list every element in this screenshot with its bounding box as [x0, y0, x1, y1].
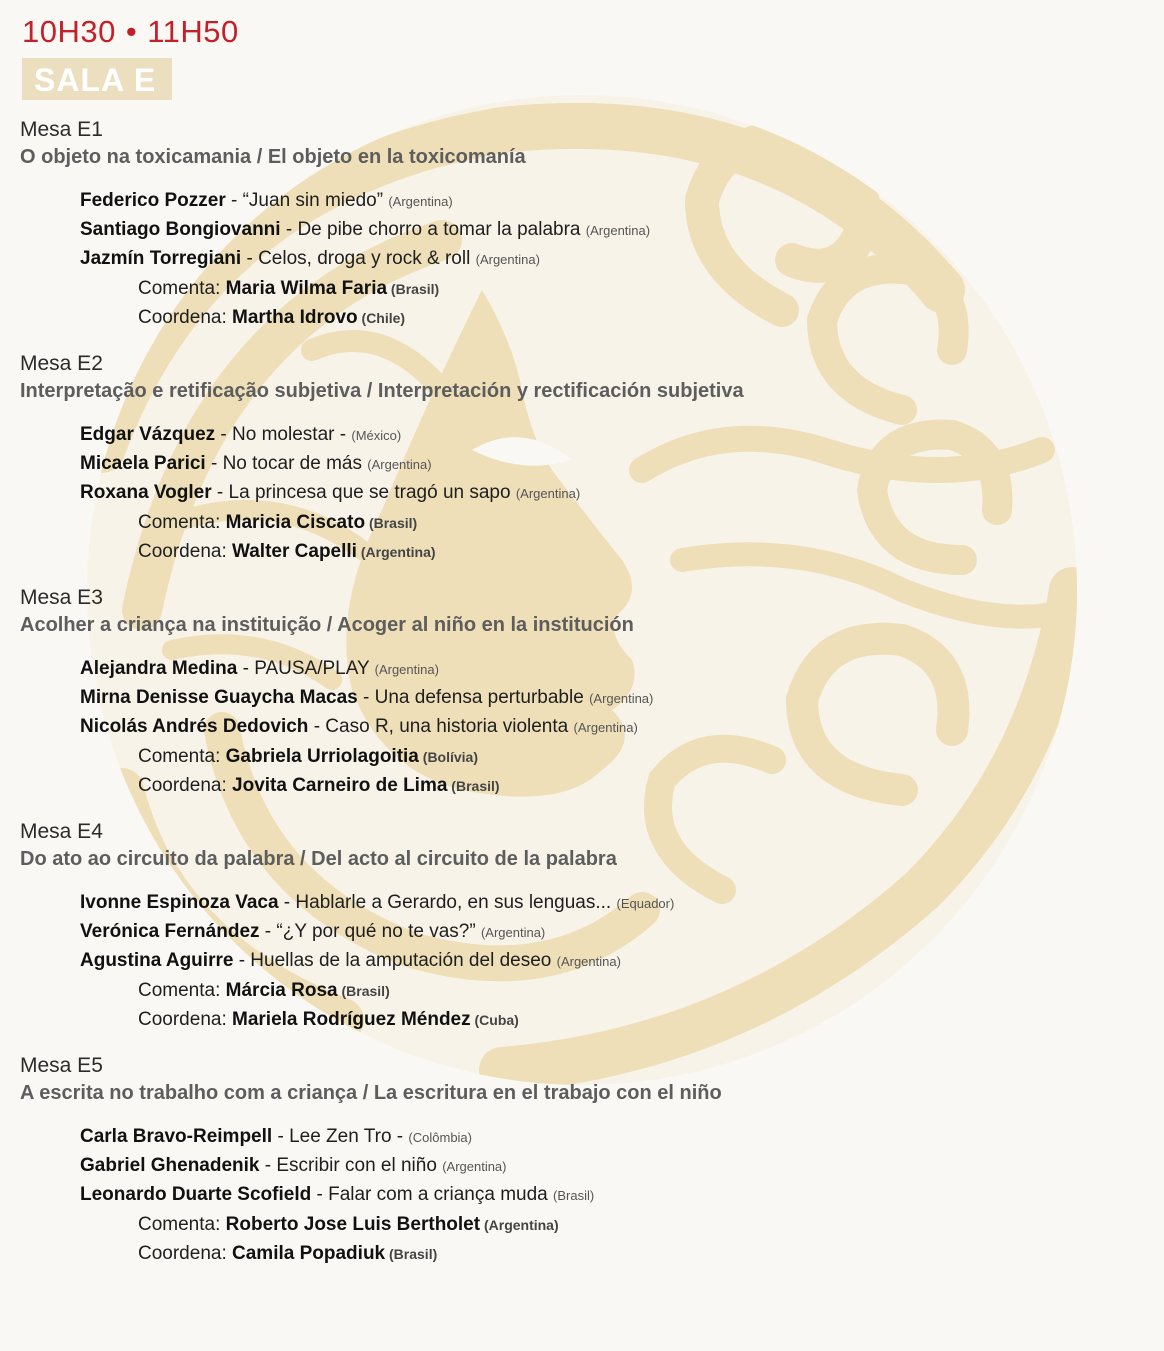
mesa-label: Mesa E2	[20, 352, 103, 375]
presenter-name: Edgar Vázquez	[80, 424, 216, 445]
presenter-country: (Argentina)	[388, 194, 453, 209]
coordena-label: Coordena:	[138, 1243, 233, 1264]
presentation-row	[80, 658, 439, 680]
time-end: 11H50	[147, 14, 239, 49]
presenter-name: Federico Pozzer	[80, 190, 226, 211]
presenter-name: Ivonne Espinoza Vaca	[80, 892, 279, 913]
comenta-name: Gabriela Urriolagoitia	[225, 746, 419, 767]
room-label: SALA E	[22, 58, 172, 100]
comenta-country: (Brasil)	[387, 281, 440, 297]
presenter-name: Leonardo Duarte Scofield	[80, 1184, 312, 1205]
comenta-country: (Brasil)	[365, 515, 418, 531]
presenter-name: Agustina Aguirre	[80, 950, 234, 971]
presentation-row	[80, 1155, 507, 1177]
coordena-name: Jovita Carneiro de Lima	[232, 775, 448, 796]
presenter-name: Nicolás Andrés Dedovich	[80, 716, 309, 737]
comenta-row	[138, 746, 478, 768]
coordena-country: (Brasil)	[385, 1246, 438, 1262]
comenta-label: Comenta:	[138, 512, 226, 533]
coordena-name: Mariela Rodríguez Méndez	[232, 1009, 471, 1030]
coordena-row	[138, 775, 500, 797]
presentation-title: - Huellas de la amputación del deseo	[233, 950, 557, 971]
presenter-name: Verónica Fernández	[80, 921, 260, 942]
presentation-title: - Falar com a criança muda	[311, 1184, 554, 1205]
comenta-row	[138, 512, 417, 534]
session-time	[22, 14, 239, 50]
presentation-row	[80, 482, 580, 504]
coordena-label: Coordena:	[138, 307, 233, 328]
presentation-row	[80, 892, 674, 914]
presenter-name: Gabriel Ghenadenik	[80, 1155, 260, 1176]
comenta-name: Márcia Rosa	[225, 980, 338, 1001]
presenter-country: (Argentina)	[585, 223, 651, 238]
comenta-label: Comenta:	[138, 746, 226, 767]
presentation-row	[80, 453, 432, 475]
presenter-name: Mirna Denisse Guaycha Macas	[80, 687, 358, 708]
coordena-country: (Argentina)	[356, 544, 436, 560]
presentation-title: - De pibe chorro a tomar la palabra	[280, 219, 586, 240]
comenta-row	[138, 1214, 559, 1236]
presenter-name: Carla Bravo-Reimpell	[80, 1126, 273, 1147]
presenter-country: (Argentina)	[556, 954, 621, 969]
coordena-label: Coordena:	[138, 541, 233, 562]
coordena-country: (Brasil)	[447, 778, 500, 794]
presenter-country: (Argentina)	[367, 457, 432, 472]
comenta-country: (Bolívia)	[418, 749, 479, 765]
presenter-country: (Argentina)	[442, 1159, 507, 1174]
presentation-row	[80, 1184, 594, 1206]
presentation-title: - Celos, droga y rock & roll	[241, 248, 476, 269]
comenta-name: Roberto Jose Luis Bertholet	[225, 1214, 481, 1235]
presenter-name: Micaela Parici	[80, 453, 206, 474]
presentation-row	[80, 248, 540, 270]
presenter-country: (Argentina)	[480, 925, 546, 940]
presentation-title: - Lee Zen Tro -	[272, 1126, 409, 1147]
comenta-name: Maricia Ciscato	[225, 512, 366, 533]
presenter-country: (Argentina)	[573, 720, 638, 735]
mesa-title: A escrita no trabalho com a criança / La escritura en el trabajo con el niño	[20, 1082, 722, 1104]
presentation-title: - PAUSA/PLAY	[237, 658, 375, 679]
presenter-name: Jazmín Torregiani	[80, 248, 242, 269]
coordena-row	[138, 307, 405, 329]
presentation-title: - Caso R, una historia violenta	[308, 716, 574, 737]
mesa-label: Mesa E4	[20, 820, 103, 843]
coordena-row	[138, 541, 436, 563]
presenter-name: Alejandra Medina	[80, 658, 238, 679]
presentation-row	[80, 219, 650, 241]
comenta-row	[138, 278, 439, 300]
coordena-name: Camila Popadiuk	[232, 1243, 386, 1264]
coordena-label: Coordena:	[138, 775, 233, 796]
mesa-label: Mesa E1	[20, 118, 103, 141]
mesa-title: Do ato ao circuito da palabra / Del acto al circuito de la palabra	[20, 848, 617, 870]
mesa-title: O objeto na toxicamania / El objeto en la toxicomanía	[20, 146, 526, 168]
time-start: 10H30	[22, 14, 116, 49]
presenter-name: Santiago Bongiovanni	[80, 219, 281, 240]
presentation-title: - Hablarle a Gerardo, en sus lenguas...	[278, 892, 617, 913]
presenter-country: (Brasil)	[553, 1188, 595, 1203]
presentation-row	[80, 921, 545, 943]
coordena-label: Coordena:	[138, 1009, 233, 1030]
presenter-country: (Argentina)	[374, 662, 439, 677]
comenta-country: (Brasil)	[337, 983, 390, 999]
mesa-title: Interpretação e retificação subjetiva / Interpretación y rectificación subjetiva	[20, 380, 744, 402]
presentation-title: - Escribir con el niño	[259, 1155, 443, 1176]
presentation-title: - No molestar -	[215, 424, 352, 445]
comenta-label: Comenta:	[138, 1214, 226, 1235]
comenta-label: Comenta:	[138, 980, 226, 1001]
presentation-row	[80, 716, 638, 738]
mesa-label: Mesa E3	[20, 586, 103, 609]
coordena-name: Martha Idrovo	[232, 307, 358, 328]
comenta-name: Maria Wilma Faria	[225, 278, 388, 299]
time-separator: •	[125, 14, 138, 49]
comenta-label: Comenta:	[138, 278, 226, 299]
presenter-country: (Equador)	[616, 896, 675, 911]
presenter-country: (México)	[351, 428, 402, 443]
presenter-country: (Argentina)	[515, 486, 581, 501]
comenta-country: (Argentina)	[480, 1217, 559, 1233]
coordena-country: (Cuba)	[470, 1012, 519, 1028]
presenter-name: Roxana Vogler	[80, 482, 212, 503]
coordena-name: Walter Capelli	[232, 541, 357, 562]
coordena-row	[138, 1009, 519, 1031]
coordena-country: (Chile)	[357, 310, 406, 326]
presenter-country: (Argentina)	[589, 691, 654, 706]
presentation-row	[80, 687, 653, 709]
presentation-row	[80, 950, 621, 972]
comenta-row	[138, 980, 390, 1002]
mesa-title: Acolher a criança na instituição / Acoger al niño en la institución	[20, 614, 634, 636]
presentation-title: - La princesa que se tragó un sapo	[211, 482, 516, 503]
presentation-title: - Una defensa perturbable	[357, 687, 590, 708]
presenter-country: (Argentina)	[475, 252, 540, 267]
presentation-title: - “Juan sin miedo”	[225, 190, 389, 211]
presenter-country: (Colômbia)	[408, 1130, 472, 1145]
presentation-title: - “¿Y por qué no te vas?”	[259, 921, 481, 942]
presentation-row	[80, 1126, 472, 1148]
presentation-title: - No tocar de más	[205, 453, 368, 474]
mesa-label: Mesa E5	[20, 1054, 103, 1077]
coordena-row	[138, 1243, 437, 1265]
presentation-row	[80, 190, 453, 212]
presentation-row	[80, 424, 401, 446]
